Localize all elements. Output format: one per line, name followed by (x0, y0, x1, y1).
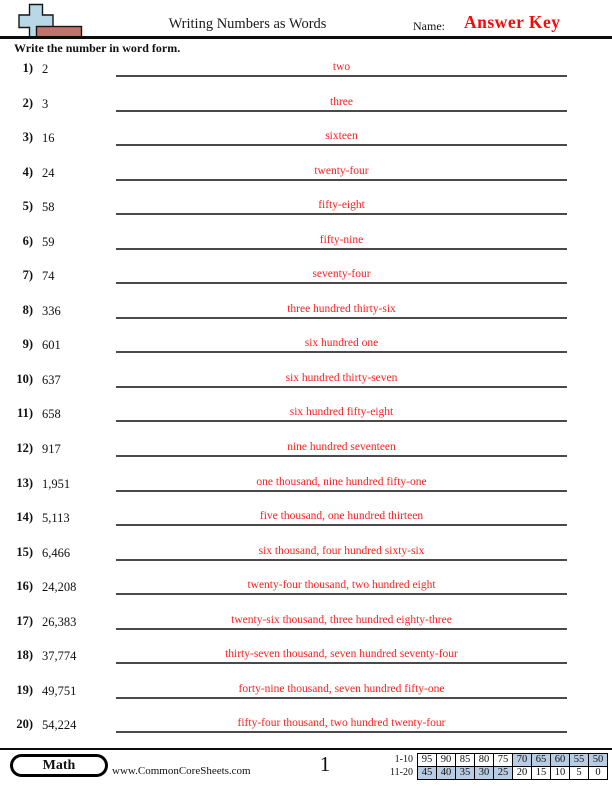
problem-value: 49,751 (42, 683, 77, 698)
problem-row (0, 231, 612, 266)
problem-row (0, 162, 612, 197)
score-cell: 55 (569, 753, 589, 767)
answer-text: fifty-four thousand, two hundred twenty-four (237, 717, 446, 730)
problem-value: 2 (42, 62, 49, 76)
problem-value: 1,951 (42, 476, 71, 491)
answer-line (116, 612, 567, 630)
answer-text: sixteen (325, 130, 358, 143)
problem-number: 18) (16, 648, 33, 663)
problem-value: 16 (42, 131, 55, 146)
answer-text: one thousand, nine hundred fifty-one (256, 475, 427, 488)
answer-line (116, 543, 567, 561)
problem-number: 8) (22, 302, 33, 317)
score-table (385, 753, 608, 780)
problem-row (0, 369, 612, 404)
score-cell: 20 (512, 766, 532, 780)
problem-row (0, 403, 612, 438)
logo-graphic (17, 3, 87, 39)
score-cell: 65 (531, 753, 551, 767)
problem-value: 3 (42, 96, 49, 111)
answer-line (116, 681, 567, 699)
answer-line (116, 128, 567, 146)
score-row (385, 766, 608, 780)
problem-row (0, 714, 612, 749)
header-divider (0, 36, 612, 39)
answer-line (116, 646, 567, 664)
problem-number: 19) (16, 682, 33, 697)
answer-text: six hundred one (304, 337, 379, 350)
answer-text: two (332, 61, 351, 73)
problem-number: 14) (16, 510, 33, 525)
problem-row (0, 680, 612, 715)
score-cell: 30 (474, 766, 494, 780)
answer-text: five thousand, one hundred thirteen (259, 510, 424, 523)
problem-row (0, 127, 612, 162)
answer-line (116, 370, 567, 388)
answer-text: three hundred thirty-six (287, 302, 396, 315)
problem-number: 4) (22, 164, 33, 179)
subject-badge (10, 754, 108, 777)
problem-number: 16) (16, 579, 33, 594)
website-text: www.CommonCoreSheets.com (112, 765, 251, 777)
problem-value: 24 (42, 165, 55, 180)
problem-row (0, 334, 612, 369)
problem-row (0, 93, 612, 128)
problem-value: 24,208 (42, 580, 77, 595)
answer-line (116, 94, 567, 112)
answer-line (116, 163, 567, 181)
problem-number: 2) (22, 95, 33, 110)
answer-text: fifty-nine (319, 233, 364, 246)
score-range-label: 1-10 (394, 754, 413, 765)
score-cell: 80 (474, 753, 494, 767)
score-cell: 45 (417, 766, 437, 780)
answer-text: three (330, 95, 353, 108)
problem-number: 12) (16, 441, 33, 456)
problem-row (0, 196, 612, 231)
score-cell: 35 (455, 766, 475, 780)
answer-line (116, 404, 567, 422)
answer-line (116, 715, 567, 733)
problem-value: 6,466 (42, 545, 71, 560)
problem-value: 59 (42, 234, 55, 249)
problem-value: 5,113 (42, 511, 70, 526)
subject-badge-label: Math (13, 757, 105, 774)
problem-number: 7) (22, 268, 33, 283)
score-cell: 5 (569, 766, 589, 780)
answer-line (116, 577, 567, 595)
problem-number: 13) (16, 475, 33, 490)
answer-line (116, 232, 567, 250)
answer-line (116, 59, 567, 77)
problem-value: 601 (42, 338, 61, 353)
answer-text: fifty-eight (318, 199, 365, 212)
answer-text: seventy-four (312, 268, 371, 281)
score-row (385, 753, 608, 767)
answer-text: six thousand, four hundred sixty-six (258, 544, 425, 557)
problem-value: 637 (42, 372, 61, 387)
problems-list (0, 58, 612, 749)
score-cell: 60 (550, 753, 570, 767)
answer-line (116, 335, 567, 353)
answer-text: six hundred fifty-eight (289, 406, 394, 419)
problem-number: 9) (22, 337, 33, 352)
page-number: 1 (319, 752, 331, 776)
problem-row (0, 542, 612, 577)
answer-text: thirty-seven thousand, seven hundred seventy-four (225, 648, 458, 661)
problem-row (0, 300, 612, 335)
answer-text: twenty-four thousand, two hundred eight (247, 579, 436, 592)
score-cell: 25 (493, 766, 513, 780)
answer-line (116, 508, 567, 526)
problem-number: 10) (16, 371, 33, 386)
problem-value: 74 (42, 269, 55, 284)
problem-number: 5) (22, 199, 33, 214)
score-range-label: 11-20 (390, 767, 413, 778)
problem-number: 11) (17, 406, 33, 421)
instruction-text: Write the number in word form. (14, 41, 181, 55)
name-label: Name: (413, 19, 445, 33)
score-cell: 0 (588, 766, 608, 780)
problem-value: 336 (42, 303, 61, 318)
problem-row (0, 265, 612, 300)
problem-value: 54,224 (42, 718, 77, 733)
answer-key-text: Answer Key (464, 12, 561, 32)
score-cell: 75 (493, 753, 513, 767)
problem-number: 15) (16, 544, 33, 559)
problem-row (0, 473, 612, 508)
problem-row (0, 611, 612, 646)
score-cell: 10 (550, 766, 570, 780)
problem-number: 20) (16, 717, 33, 732)
problem-number: 1) (22, 61, 33, 75)
problem-number: 17) (16, 613, 33, 628)
score-cell: 40 (436, 766, 456, 780)
problem-value: 658 (42, 407, 61, 422)
problem-value: 917 (42, 442, 61, 457)
problem-value: 58 (42, 200, 55, 215)
score-cell: 90 (436, 753, 456, 767)
problem-value: 37,774 (42, 649, 77, 664)
problem-row (0, 645, 612, 680)
score-cell: 95 (417, 753, 437, 767)
problem-value: 26,383 (42, 614, 77, 629)
answer-line (116, 301, 567, 319)
page-title: Writing Numbers as Words (168, 16, 327, 32)
score-cell: 50 (588, 753, 608, 767)
score-cell: 85 (455, 753, 475, 767)
problem-row (0, 438, 612, 473)
answer-line (116, 197, 567, 215)
answer-text: twenty-four (314, 164, 369, 177)
problem-number: 3) (22, 130, 33, 145)
problem-number: 6) (22, 233, 33, 248)
score-cell: 15 (531, 766, 551, 780)
problem-row (0, 507, 612, 542)
answer-line (116, 266, 567, 284)
answer-text: forty-nine thousand, seven hundred fifty-one (238, 682, 445, 695)
footer-divider (0, 748, 612, 750)
problem-row (0, 58, 612, 93)
problem-row (0, 576, 612, 611)
answer-text: nine hundred seventeen (287, 441, 396, 454)
answer-line (116, 439, 567, 457)
answer-text: twenty-six thousand, three hundred eighty-three (231, 613, 452, 626)
score-cell: 70 (512, 753, 532, 767)
answer-text: six hundred thirty-seven (285, 371, 398, 384)
answer-line (116, 474, 567, 492)
